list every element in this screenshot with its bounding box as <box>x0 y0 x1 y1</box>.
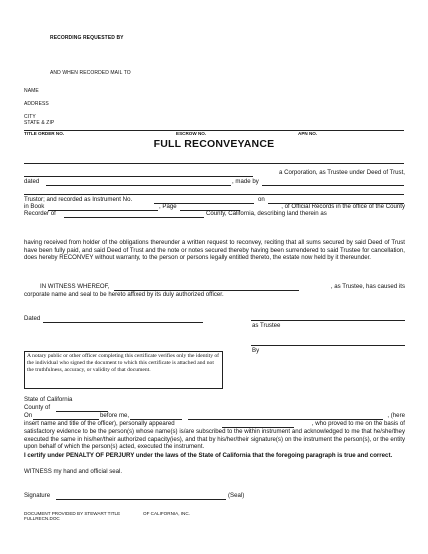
trustee-caused-text: , as Trustee, has caused its <box>330 283 405 290</box>
perjury-certification: I certify under PENALTY OF PERJURY under the laws of the State of California that the foregoing paragraph is true and correct. <box>24 452 393 459</box>
on-text: on <box>258 196 265 203</box>
city-label: CITY <box>24 114 36 120</box>
trustor-line <box>24 194 404 195</box>
here-text: , (here <box>387 412 405 419</box>
recording-requested-by: RECORDING REQUESTED BY <box>50 35 124 41</box>
header-rule <box>24 130 404 131</box>
notary-signature-line <box>56 499 226 500</box>
notary-disclaimer-text: A notary public or other officer completing this certificate verifies only the identity of the individual who signed the document to which this certificate is attached and not the truthfulness, accuracy, or validity of that document. <box>27 353 220 373</box>
mail-to-label: AND WHEN RECORDED MAIL TO <box>50 70 131 76</box>
dated-label: Dated <box>24 315 41 322</box>
signature-label: Signature <box>24 492 51 499</box>
book-line <box>48 210 158 211</box>
address-label: ADDRESS <box>24 101 49 107</box>
footer-of-california: OF CALIFORNIA, INC. <box>143 511 190 516</box>
by-label: By <box>252 347 260 354</box>
apn-no-label: APN NO. <box>298 131 318 136</box>
trustee-name-line <box>24 176 253 177</box>
witness-whereof-text: IN WITNESS WHEREOF, <box>40 283 110 290</box>
made-by-line <box>262 185 404 186</box>
trustee-signature-line <box>251 320 405 321</box>
corporate-seal-text: corporate name and seal to be hereto affixed by its duly authorized officer. <box>24 291 224 298</box>
footer-provided-by: DOCUMENT PROVIDED BY STEWART TITLE <box>24 511 121 516</box>
insert-name-text: insert name and title of the officer), personally appeared <box>24 420 175 427</box>
dated-signature-line <box>43 322 203 323</box>
blank-line-1 <box>24 163 404 164</box>
as-trustee-label: as Trustee <box>252 322 281 329</box>
by-signature-line <box>251 345 405 346</box>
escrow-no-label: ESCROW NO. <box>176 131 207 136</box>
proved-basis-text: , who proved to me on the basis of <box>311 420 405 427</box>
made-by-text: , made by <box>232 178 259 185</box>
state-zip-label: STATE & ZIP <box>24 120 55 126</box>
ack-on-label: On <box>24 412 33 419</box>
recorder-of-text: Recorder of <box>24 210 56 217</box>
county-of-label: County of <box>24 404 51 411</box>
title-order-no-label: TITLE ORDER NO. <box>24 131 65 136</box>
before-me-label: before me, <box>100 412 130 419</box>
name-label: NAME <box>24 88 39 94</box>
in-book-text: in Book <box>24 203 45 210</box>
trustor-recorded-text: Trustor; and recorded as Instrument No. <box>24 196 133 203</box>
document-title: FULL RECONVEYANCE <box>153 138 275 150</box>
page-text: , Page <box>159 203 177 210</box>
seal-label: (Seal) <box>228 492 245 499</box>
notary-disclaimer-box <box>24 351 223 389</box>
state-of-california: State of California <box>24 396 73 403</box>
official-records-text: , of Official Records in the office of the County <box>281 203 405 210</box>
dated-text: dated <box>24 178 40 185</box>
witness-hand-text: WITNESS my hand and official seal. <box>24 468 123 475</box>
county-california-text: County, California, describing land therein as <box>206 210 327 217</box>
acknowledgment-paragraph: satisfactory evidence to be the person(s) whose name(s) is/are subscribed to the within instrument and acknowledged to me that he/she/they executed the same in his/her/their authorized capacity(ies), and that by his/her/their signature(s) on the instrument the person(s), or the entity upon behalf of which the person(s) acted, executed the instrument. <box>24 428 405 451</box>
county-line <box>64 217 204 218</box>
dated-line <box>46 185 231 186</box>
corporation-trustee-text: a Corporation, as Trustee under Deed of Trust, <box>278 169 405 176</box>
footer-file-code: FULLRECN.DOC <box>24 516 60 521</box>
reconvey-paragraph: having received from holder of the obligations thereunder a written request to reconvey, reciting that all sums secured by said Deed of Trust have been fully paid, and said Deed of Trust and the note or notes secured thereby having been surrendered to said Trustee for cancellation, does hereby RECONVEY without warranty, to the person or persons legally entitled thereto, the estate now held by it thereunder. <box>24 239 405 262</box>
